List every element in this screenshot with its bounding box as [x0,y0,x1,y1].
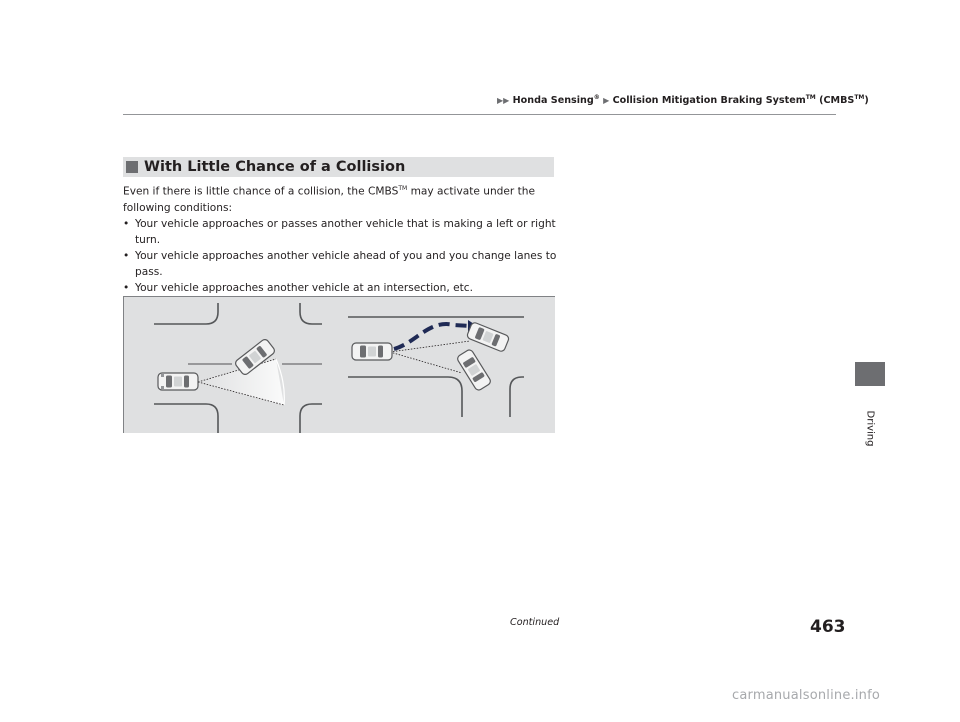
lane-change-path [394,324,470,349]
list-item-text: Your vehicle approaches another vehicle ahead of you and you change lanes to pass. [135,249,557,278]
chapter-side-label [852,410,888,446]
chapter-label-text: Driving [864,410,876,446]
bullet-icon: • [123,281,130,294]
list-item-text: Your vehicle approaches another vehicle at an intersection, etc. [135,281,473,294]
bullet-icon: • [123,217,130,230]
breadcrumb-arrows-icon: ▶▶ [497,96,510,106]
breadcrumb-cmbs-open: (CMBS [815,95,855,107]
section-square-icon [126,161,138,173]
trademark-mark: TM [805,94,816,101]
trademark-mark-2: TM [854,94,865,101]
breadcrumb-part-2[interactable]: Collision Mitigation Braking System [612,95,806,107]
body-text [123,181,563,296]
list-item [123,248,563,280]
list-item-text: Your vehicle approaches or passes another vehicle that is making a left or right turn. [135,217,556,246]
scenario-illustration [124,297,555,433]
section-header [123,157,554,177]
condition-list [123,216,563,296]
breadcrumb [497,94,869,106]
breadcrumb-part-1[interactable]: Honda Sensing [512,95,594,107]
chapter-tab-marker [855,362,885,386]
intro-text-continued: may activate under the following conditions: [123,185,536,214]
page-number: 463 [810,617,846,637]
watermark-text[interactable]: carmanualsonline.info [732,688,881,703]
intro-trademark: TM [398,185,408,192]
illustration-figure [123,296,555,433]
own-vehicle-left [158,373,198,390]
header-divider [123,114,836,115]
intro-paragraph [123,181,563,216]
breadcrumb-arrow-icon: ▶ [603,96,610,106]
bullet-icon: • [123,249,130,262]
intro-text: Even if there is little chance of a collision, the CMBS [123,185,399,198]
continued-label: Continued [510,617,560,628]
list-item [123,216,563,248]
list-item [123,280,563,296]
breadcrumb-cmbs-close: ) [864,95,869,107]
section-title: With Little Chance of a Collision [144,159,406,175]
vehicle-ahead-right [466,322,509,353]
own-vehicle-right [352,343,392,360]
registered-mark: ® [593,94,600,101]
